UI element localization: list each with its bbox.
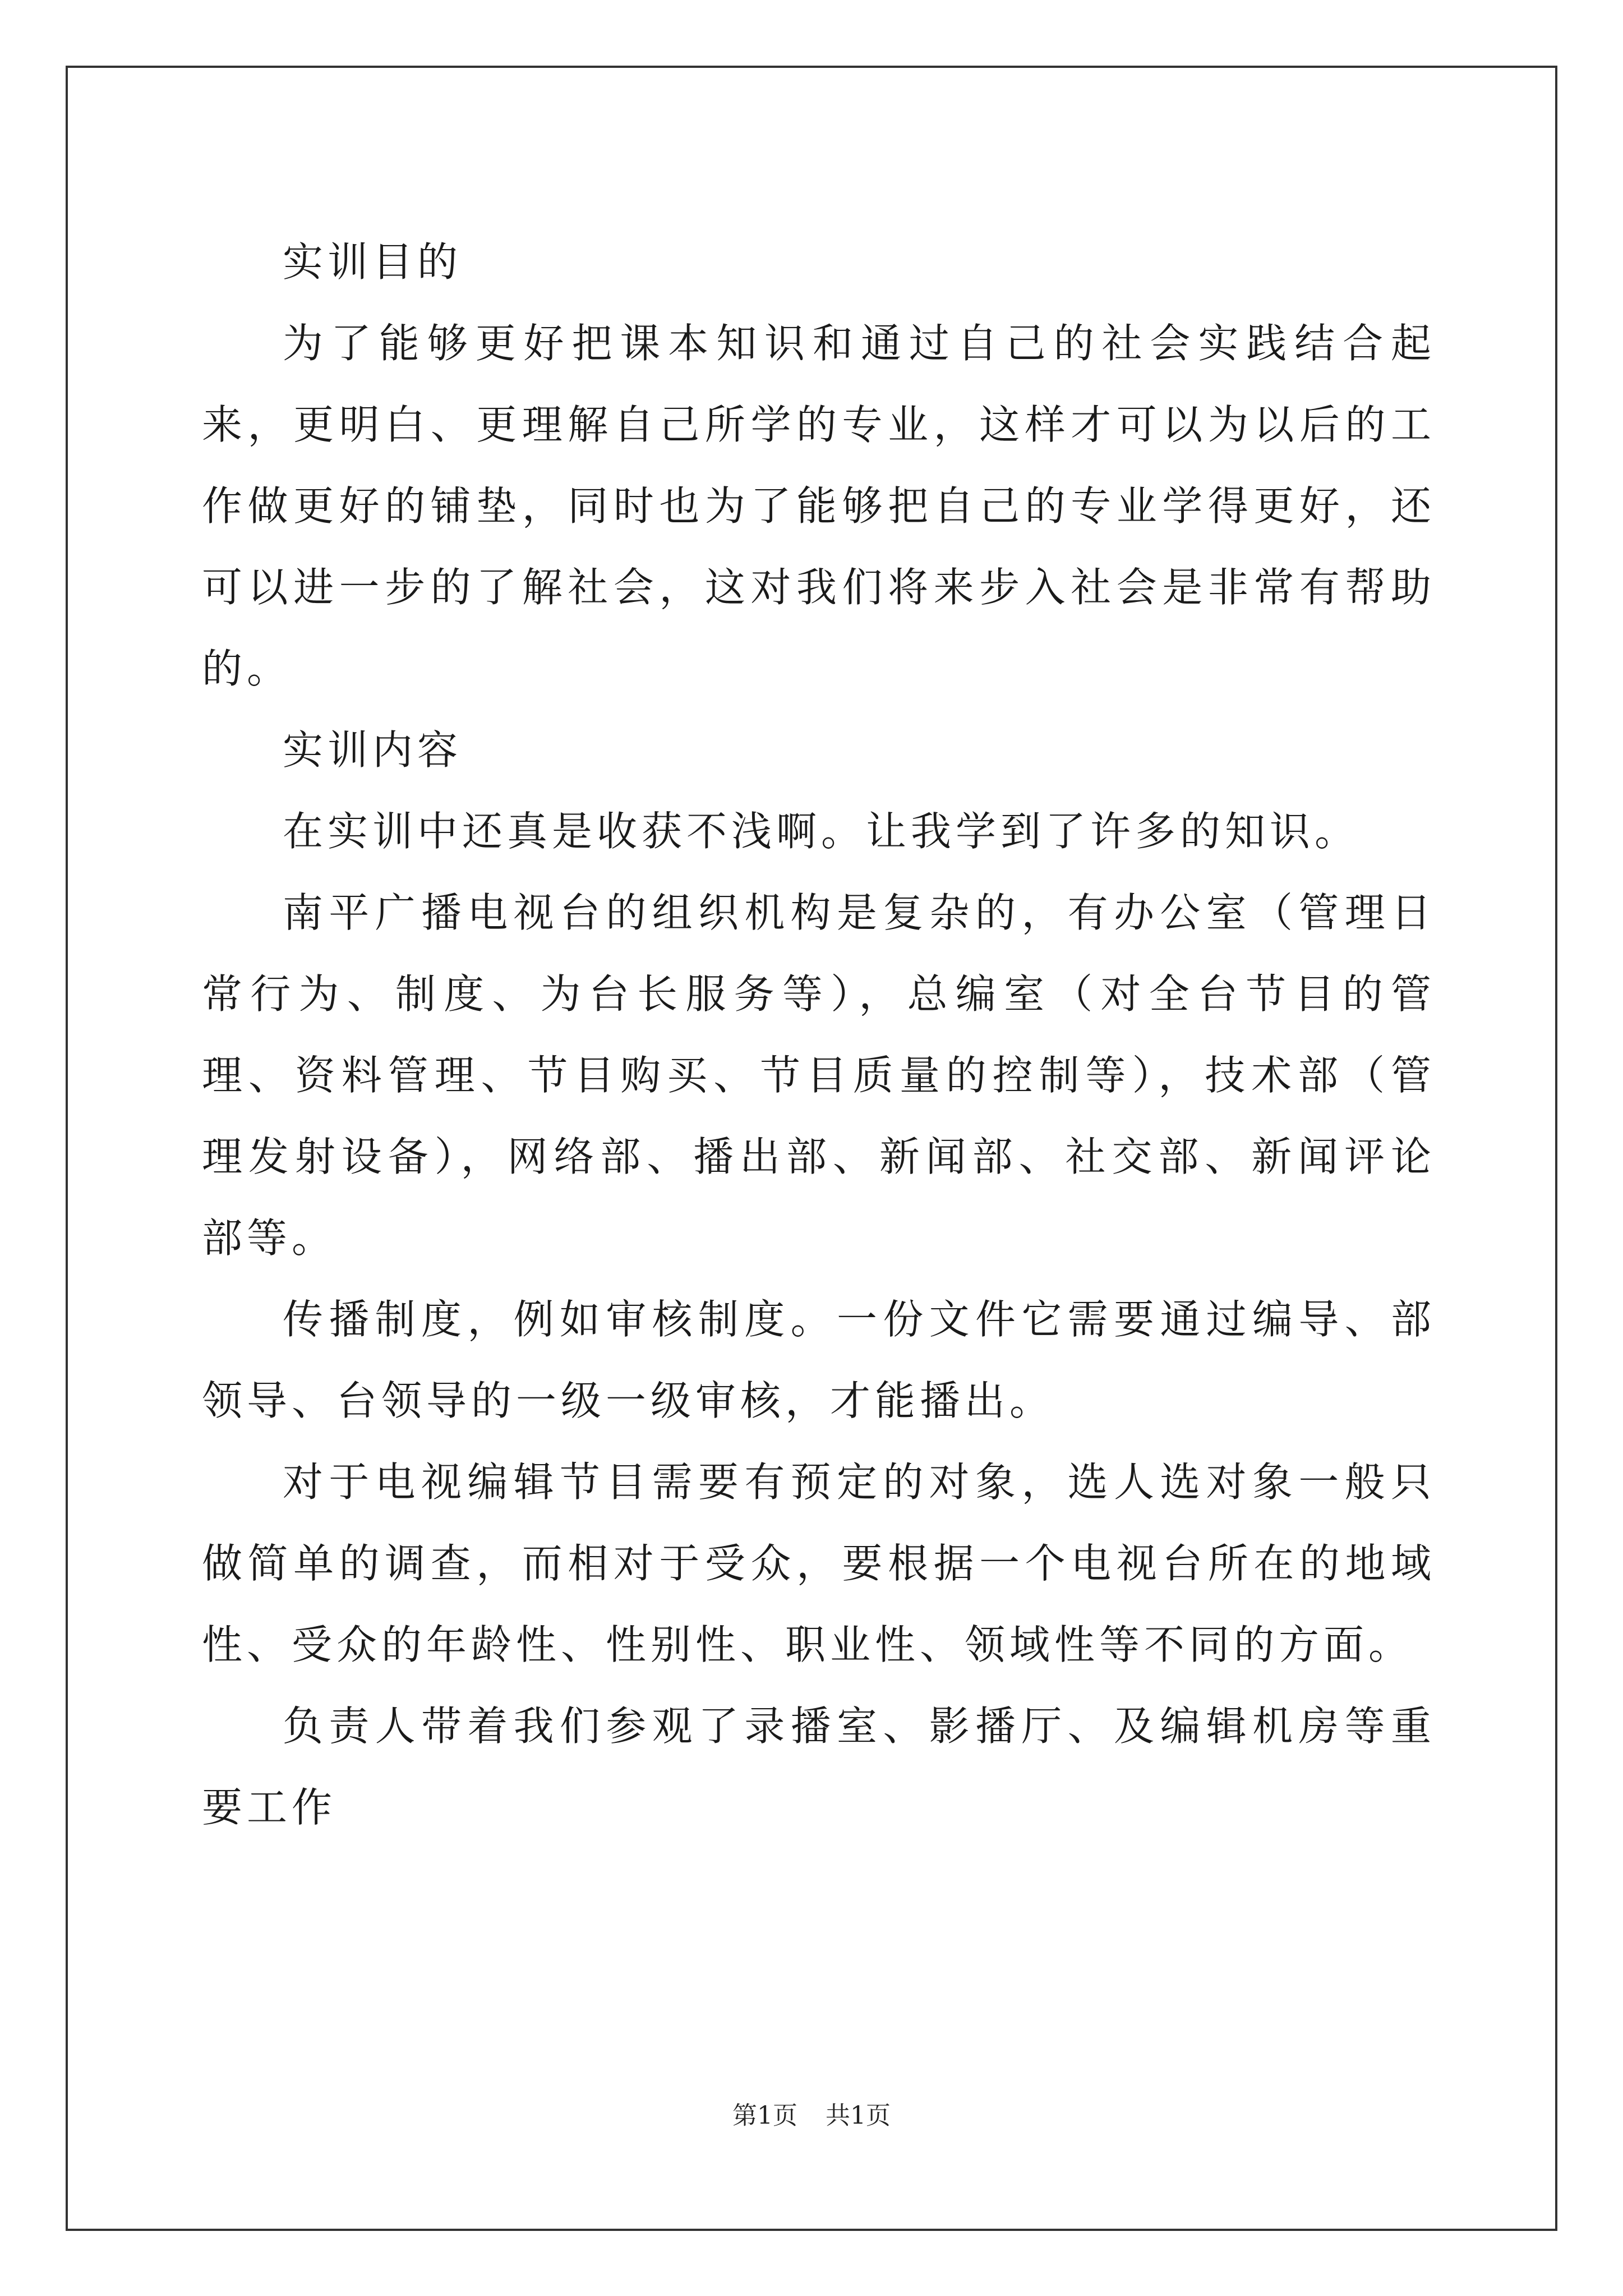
paragraph-3: 传播制度，例如审核制度。一份文件它需要通过编导、部领导、台领导的一级一级审核，才能播出。 (202, 1296, 1436, 1424)
page-total: 共1页 (826, 2101, 891, 2130)
page-number: 第1页 (732, 2101, 797, 2130)
paragraph-5: 负责人带着我们参观了录播室、影播厅、及编辑机房等重要工作 (202, 1703, 1436, 1831)
paragraph-purpose: 为了能够更好把课本知识和通过自己的社会实践结合起来，更明白、更理解自己所学的专业，这样才可以为以后的工作做更好的铺垫，同时也为了能够把自己的专业学得更好，还可以进一步的了解社会，这对我们将来步入社会是非常有帮助的。 (202, 320, 1436, 692)
paragraph-1: 在实训中还真是收获不浅啊。让我学到了许多的知识。 (283, 808, 1360, 855)
page-footer (0, 2095, 1623, 2131)
section-heading-purpose: 实训目的 (283, 238, 463, 286)
document-body (202, 222, 1436, 1848)
paragraph-4: 对于电视编辑节目需要有预定的对象，选人选对象一般只做简单的调查，而相对于受众，要根据一个电视台所在的地域性、受众的年龄性、性别性、职业性、领域性等不同的方面。 (202, 1458, 1436, 1668)
section-heading-content: 实训内容 (283, 726, 463, 774)
paragraph-2: 南平广播电视台的组织机构是复杂的，有办公室（管理日常行为、制度、为台长服务等），总编室（对全台节目的管理、资料管理、节目购买、节目质量的控制等），技术部（管理发射设备），网络部、播出部、新闻部、社交部、新闻评论部等。 (202, 889, 1436, 1262)
